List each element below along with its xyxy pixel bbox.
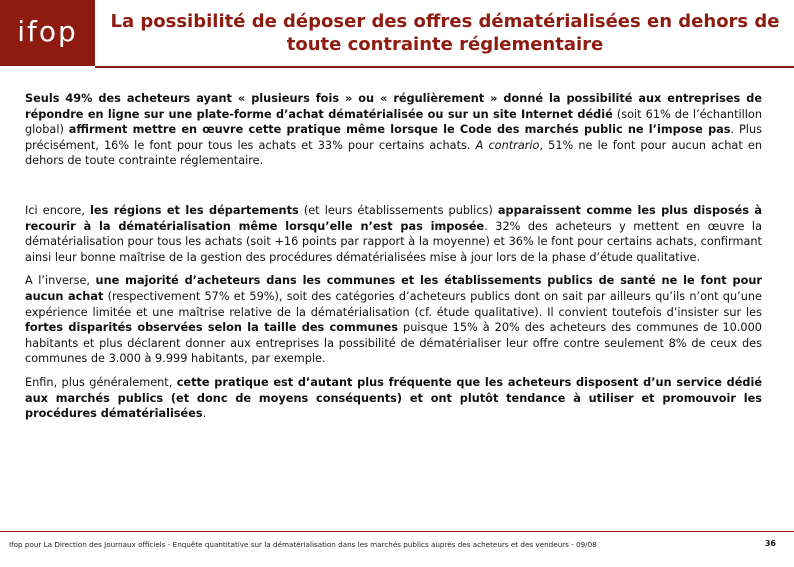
p1-bold-1: Seuls 49% des acheteurs ayant « plusieurs fois » ou « régulièrement » donné la possibilité aux entreprises de répondre en ligne sur une plate-forme d’achat dématérialisée ou sur un site Internet dédié (25, 92, 762, 121)
footer-divider (0, 531, 794, 532)
logo-text: ifop (17, 14, 78, 48)
p4-bold-1: cette pratique est d’autant plus fréquente que les acheteurs disposent d’un service dédié aux marchés publics (et donc de moyens conséquents) et ont plutôt tendance à utiliser et promouvoir les procédures dématérialisées (25, 375, 762, 421)
header-divider (95, 66, 794, 68)
p3-bold-1: une majorité d’acheteurs dans les communes et les établissements publics de santé ne le font pour aucun achat (25, 274, 762, 303)
page-title: La possibilité de déposer des offres dématérialisées en dehors de toute contrainte réglementaire (110, 11, 780, 55)
p4-text-2: . (202, 407, 207, 421)
p1-text-1: (soit 61% de l’échantillon global) (25, 107, 762, 137)
p2-text-3: . 32% des acheteurs y mettent en œuvre la dématérialisation pour tous les achats (soit +16 points par rapport à la moyenne) et 36% le font pour certains achats, confirmant ainsi leur bonne maîtrise de la gestion des procédures dématérialisées mise à jour lors de la phase d’étude qualitative. (25, 219, 762, 264)
p1-text-3: , 51% ne le font pour aucun achat en dehors de toute contrainte réglementaire. (25, 138, 762, 168)
p3-text-3: puisque 15% à 20% des acheteurs des communes de 10.000 habitants et plus déclarent donner aux entreprises la possibilité de dématérialiser leur offre contre seulement 8% de ceux des communes de 3.000 à 9.999 habitants, par exemple. (25, 321, 762, 366)
p4-text-1: Enfin, plus généralement, (25, 375, 177, 389)
footer-text: Ifop pour La Direction des Journaux officiels - Enquête quantitative sur la dématérialisation dans les marchés publics auprès des acheteurs et des vendeurs - 09/08 (9, 540, 597, 549)
body-content (25, 91, 762, 422)
p1-text-2: . Plus précisément, 16% le font pour tous les achats et 33% pour certains achats. (25, 123, 762, 152)
paragraph-1 (25, 91, 762, 169)
p3-bold-2: fortes disparités observées selon la taille des communes (25, 321, 399, 335)
p1-italic: A contrario (475, 138, 540, 152)
p2-bold-2: apparaissent comme les plus disposés à recourir à la dématérialisation même lorsqu’elle n’est pas imposée (25, 203, 762, 233)
p3-text-1: A l’inverse, (25, 274, 96, 288)
page-number: 36 (764, 539, 776, 548)
paragraph-2 (25, 203, 762, 265)
p3-text-2: (respectivement 57% et 59%), soit des catégories d’acheteurs publics dont on sait par ailleurs qu’ils n’ont qu’une expérience limitée et une maîtrise relative de la dématérialisation (cf. étude qualitative). Il convient toutefois d’insister sur les (25, 289, 762, 319)
p1-bold-2: affirment mettre en œuvre cette pratique même lorsque le Code des marchés public ne l’impose pas (68, 123, 731, 137)
p2-bold-1: les régions et les départements (90, 203, 299, 217)
p2-text-1: Ici encore, (25, 203, 91, 217)
p2-text-2: (et leurs établissements publics) (298, 203, 498, 217)
ifop-logo (0, 0, 95, 66)
paragraph-4 (25, 375, 762, 422)
paragraph-3 (25, 273, 762, 367)
